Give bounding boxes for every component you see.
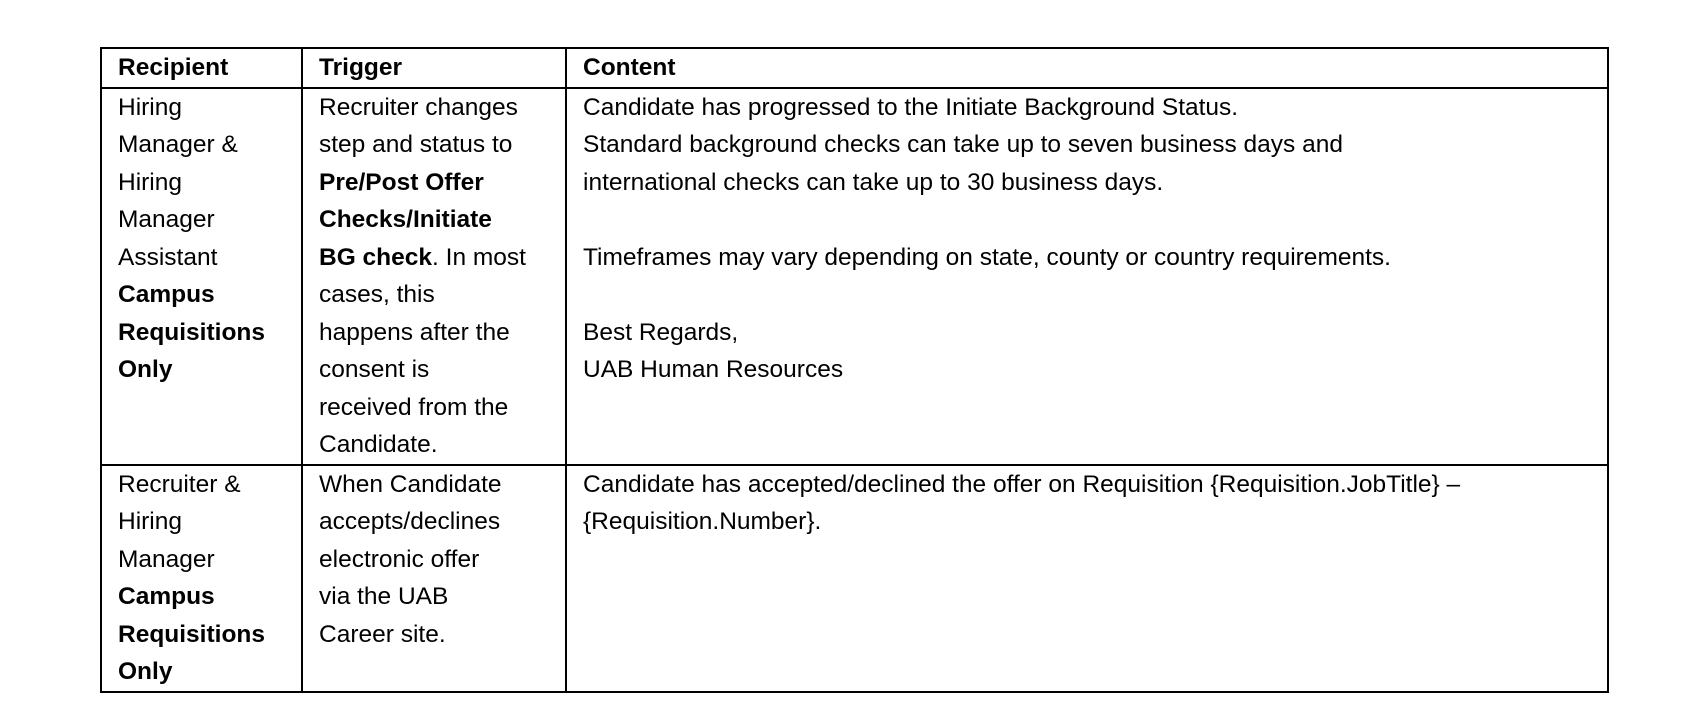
trigger-line: cases, this bbox=[319, 281, 435, 308]
content-cell bbox=[566, 465, 1608, 692]
trigger-line: Career site. bbox=[319, 620, 446, 648]
notification-table bbox=[100, 47, 1609, 693]
recipient-line: Assistant bbox=[118, 243, 218, 271]
recipient-line: Manager bbox=[118, 545, 215, 573]
recipient-line: Hiring bbox=[118, 508, 182, 535]
blank-line bbox=[583, 276, 1599, 314]
blank-line bbox=[583, 201, 1599, 239]
trigger-line-tail: . In most bbox=[432, 243, 526, 271]
trigger-line: consent is bbox=[319, 356, 430, 383]
trigger-line: via the UAB bbox=[319, 583, 449, 610]
recipient-cell bbox=[101, 88, 302, 465]
header-trigger: Trigger bbox=[302, 48, 566, 88]
recipient-scope-line: Requisitions bbox=[118, 620, 266, 648]
table-row bbox=[101, 88, 1608, 465]
recipient-cell bbox=[101, 465, 302, 692]
trigger-status-line: Checks/Initiate bbox=[319, 206, 492, 233]
trigger-status-text: BG check bbox=[319, 243, 433, 271]
trigger-line: Candidate. bbox=[319, 431, 438, 458]
trigger-line: step and status to bbox=[319, 131, 513, 158]
recipient-scope-line: Campus bbox=[118, 583, 215, 610]
recipient-scope-line: Only bbox=[118, 658, 173, 685]
trigger-line: When Candidate bbox=[319, 470, 502, 498]
recipient-scope-line: Requisitions bbox=[118, 318, 266, 346]
content-line: Standard background checks can take up to seven business days and bbox=[583, 131, 1343, 158]
recipient-scope-line: Campus bbox=[118, 281, 215, 308]
trigger-line bbox=[319, 239, 557, 277]
recipient-line: Manager & bbox=[118, 131, 238, 158]
content-signature: UAB Human Resources bbox=[583, 356, 844, 383]
trigger-line: Recruiter changes bbox=[319, 93, 518, 121]
content-line: Timeframes may vary depending on state, county or country requirements. bbox=[583, 243, 1391, 271]
trigger-status-line: Pre/Post Offer bbox=[319, 168, 484, 196]
content-line: {Requisition.Number}. bbox=[583, 508, 822, 535]
recipient-scope-line: Only bbox=[118, 356, 173, 383]
recipient-line: Hiring bbox=[118, 168, 182, 196]
trigger-line: happens after the bbox=[319, 318, 510, 346]
header-content: Content bbox=[566, 48, 1608, 88]
trigger-line: electronic offer bbox=[319, 545, 480, 573]
trigger-cell bbox=[302, 465, 566, 692]
content-line: Candidate has accepted/declined the offer on Requisition {Requisition.JobTitle} – bbox=[583, 470, 1461, 498]
table-header-row bbox=[101, 48, 1608, 88]
header-recipient: Recipient bbox=[101, 48, 302, 88]
content-line: Candidate has progressed to the Initiate Background Status. bbox=[583, 93, 1239, 121]
table-row bbox=[101, 465, 1608, 692]
recipient-line: Hiring bbox=[118, 93, 182, 121]
trigger-line: accepts/declines bbox=[319, 508, 501, 535]
trigger-cell bbox=[302, 88, 566, 465]
content-signoff: Best Regards, bbox=[583, 318, 739, 346]
content-line: international checks can take up to 30 business days. bbox=[583, 168, 1164, 196]
recipient-line: Recruiter & bbox=[118, 470, 241, 498]
recipient-line: Manager bbox=[118, 206, 215, 233]
trigger-line: received from the bbox=[319, 393, 509, 421]
content-cell bbox=[566, 88, 1608, 465]
